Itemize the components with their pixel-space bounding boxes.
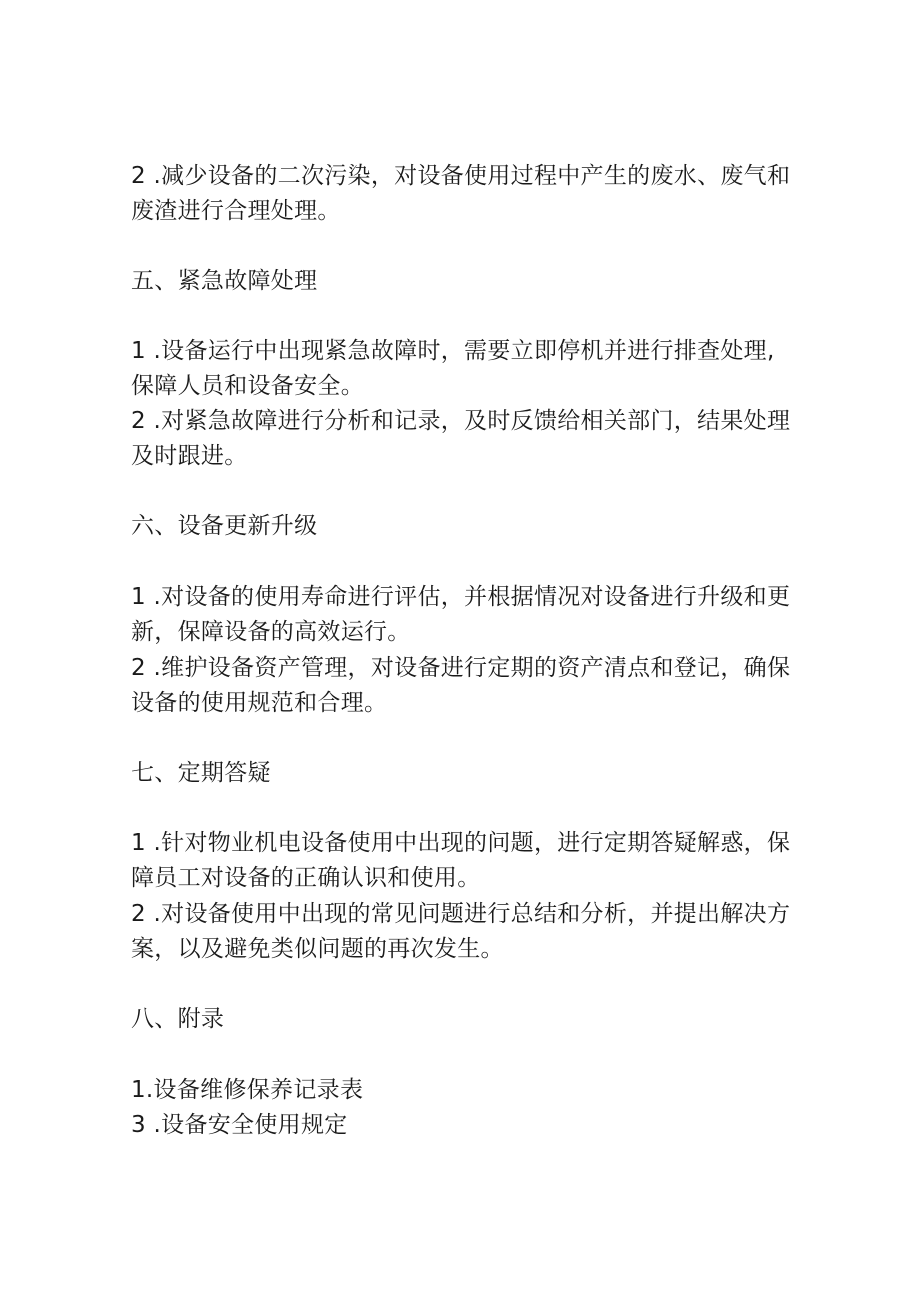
item-1-line-2: 保障人员和设备安全。 [131, 373, 364, 399]
section-heading-5: 五、紧急故障处理 [131, 268, 318, 294]
item-1-line-1: 1 .针对物业机电设备使用中出现的问题，进行定期答疑解惑，保 [131, 830, 791, 856]
item-2-line-1: 2 .维护设备资产管理，对设备进行定期的资产清点和登记，确保 [131, 655, 791, 681]
appendix-item-3: 3 .设备安全使用规定 [131, 1112, 348, 1138]
appendix-item-1: 1.设备维修保养记录表 [131, 1077, 364, 1103]
item-2-line-2: 设备的使用规范和合理。 [131, 690, 388, 716]
item-2-line-2: 及时跟进。 [131, 443, 248, 469]
item-1-line-1: 1 .对设备的使用寿命进行评估，并根据情况对设备进行升级和更 [131, 584, 791, 610]
section-heading-7: 七、定期答疑 [131, 760, 271, 786]
item-2-line-1: 2 .对设备使用中出现的常见问题进行总结和分析，并提出解决方 [131, 901, 791, 927]
item-2-line-1: 2 .减少设备的二次污染，对设备使用过程中产生的废水、废气和 [131, 163, 791, 189]
item-2-line-2: 案，以及避免类似问题的再次发生。 [131, 936, 504, 962]
item-1-line-2: 新，保障设备的高效运行。 [131, 619, 411, 645]
section-heading-8: 八、附录 [131, 1006, 225, 1032]
item-2-line-1: 2 .对紧急故障进行分析和记录，及时反馈给相关部门，结果处理 [131, 408, 791, 434]
section-heading-6: 六、设备更新升级 [131, 513, 318, 539]
item-1-line-1: 1 .设备运行中出现紧急故障时，需要立即停机并进行排查处理, [131, 338, 775, 364]
item-2-line-2: 废渣进行合理处理。 [131, 198, 341, 224]
item-1-line-2: 障员工对设备的正确认识和使用。 [131, 865, 481, 891]
